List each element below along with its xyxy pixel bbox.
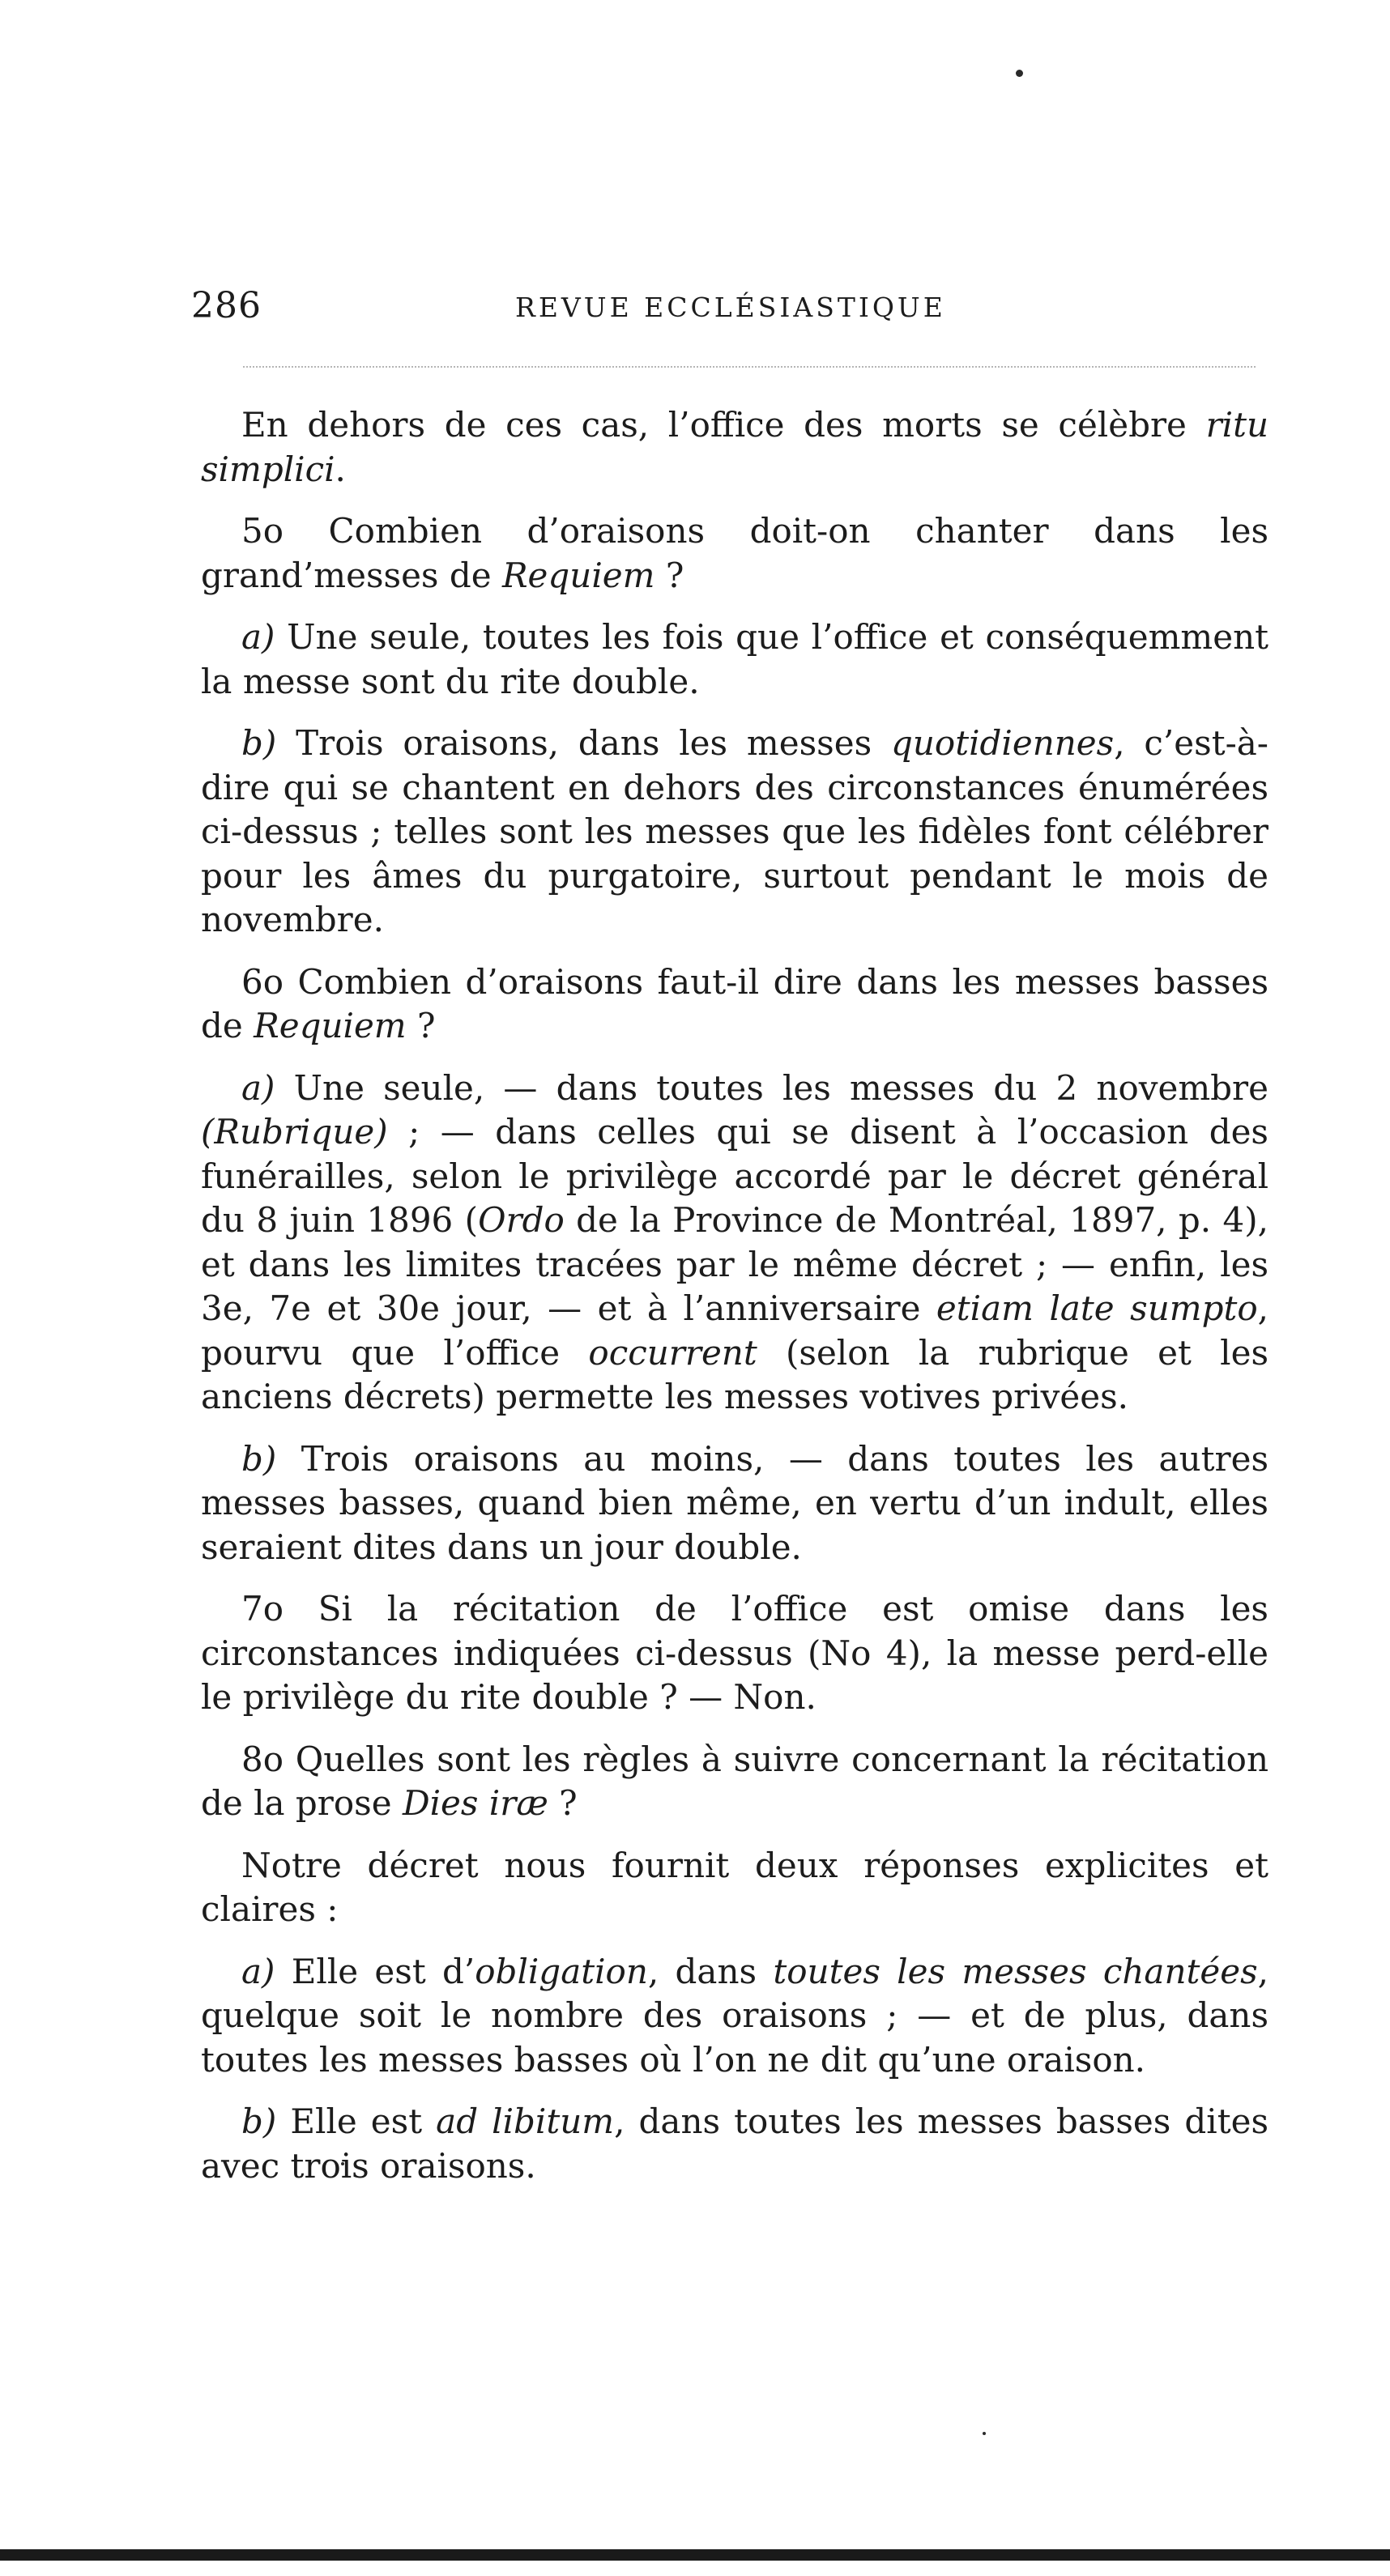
paragraph: En dehors de ces cas, l’office des morts se célèbre ritu simplici. <box>201 405 1268 489</box>
question-paragraph: 7o Si la récitation de l’office est omise dans les circonstances indiquées ci-dessus (No 4), la messe perd-elle le privilège du rite double ? — Non. <box>201 1589 1268 1717</box>
question-paragraph: 5o Combien d’oraisons doit-on chanter dans les grand’messes de Requiem ? <box>201 511 1268 595</box>
question-paragraph: 6o Combien d’oraisons faut-il dire dans les messes basses de Requiem ? <box>201 961 1268 1045</box>
item-marker: a) <box>241 1067 275 1108</box>
item-marker: a) <box>241 1951 275 1991</box>
item-marker: a) <box>241 617 275 657</box>
item-marker: b) <box>241 2101 277 2141</box>
answer-paragraph: a) Une seule, toutes les fois que l’office et conséquemment la messe sont du rite double. <box>201 617 1268 701</box>
answer-paragraph: a) Une seule, — dans toutes les messes du 2 novembre (Rubrique) ; — dans celles qui se disent à l’occasion des funérailles, selon le privilège accordé par le décret général du 8 juin 1896 (Ordo de la Province de Montréal, 1897, p. 4), et dans les limites tracées par le même décret ; — enfin, les 3e, 7e et 30e jour, — et à l’anniversaire etiam late sumpto, pourvu que l’office occurrent (selon la rubrique et les anciens décrets) permette les messes votives privées. <box>201 1067 1269 1416</box>
question-paragraph: 8o Quelles sont les règles à suivre concernant la récitation de la prose Dies iræ ? <box>201 1739 1268 1823</box>
item-marker: b) <box>241 1438 277 1479</box>
answer-paragraph: b) Trois oraisons, dans les messes quotidiennes, c’est-à-dire qui se chantent en dehors des circonstances énumérées ci-dessus ; telles sont les messes que les fidèles font célébrer pour les âmes du purgatoire, surtout pendant le mois de novembre. <box>201 723 1268 939</box>
scan-speck <box>983 2432 986 2435</box>
body-text <box>201 403 1268 2206</box>
running-head: REVUE ECCLÉSIASTIQUE <box>515 292 946 323</box>
scan-speck <box>1016 70 1023 77</box>
answer-paragraph: b) Trois oraisons au moins, — dans toutes les autres messes basses, quand bien même, en vertu d’un indult, elles seraient dites dans un jour double. <box>201 1438 1268 1567</box>
item-marker: b) <box>241 723 277 763</box>
paragraph: Notre décret nous fournit deux réponses explicites et claires : <box>201 1845 1268 1929</box>
scan-edge-rule <box>0 2549 1390 2561</box>
page-number: 286 <box>191 285 262 326</box>
answer-paragraph: b) Elle est ad libitum, dans toutes les messes basses dites avec trois oraisons. <box>201 2101 1269 2186</box>
answer-paragraph: a) Elle est d’obligation, dans toutes les messes chantées, quelque soit le nombre des oraisons ; — et de plus, dans toutes les messes basses où l’on ne dit qu’une oraison. <box>201 1951 1268 2080</box>
header-rule <box>243 366 1256 368</box>
page-header <box>191 285 1260 334</box>
